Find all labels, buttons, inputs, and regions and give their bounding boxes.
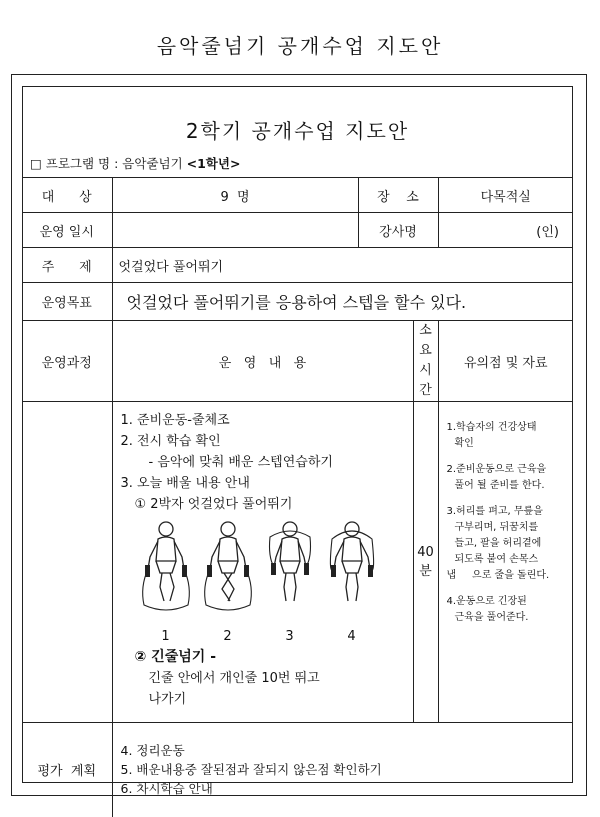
goal-label: 운영목표 (22, 283, 112, 321)
content-line-1: 1. 준비운동-줄체조 (120, 413, 230, 428)
place-label: 장 소 (358, 178, 438, 213)
note-3c: 들고, 팔을 허리곁에 (454, 538, 542, 549)
evaluation-line-1: 4. 정리운동 (120, 743, 185, 759)
evaluation-cell (112, 723, 573, 817)
note-3a: 3.허리를 펴고, 무릎을 (446, 506, 543, 517)
notes-header: 유의점 및 자료 (438, 321, 573, 402)
jump-figure-1 (135, 517, 197, 624)
time-value: 40분 (413, 402, 438, 723)
content-cell (112, 402, 413, 723)
note-2a: 2.준비운동으로 근육을 (446, 464, 547, 475)
content-line-8: 나가기 (148, 692, 187, 707)
jump-rope-figure-icon (322, 517, 382, 617)
note-2b: 풀어 될 준비를 한다. (454, 480, 545, 491)
program-grade: <1학년> (186, 156, 241, 171)
note-3b: 구부리며, 뒤꿈치를 (454, 522, 539, 533)
teacher-label: 강사명 (358, 213, 438, 248)
topic-label: 주 제 (22, 248, 112, 283)
note-1a: 1.학습자의 건강상태 (446, 422, 537, 433)
figure-number-2: 2 (223, 629, 232, 644)
content-line-4: 3. 오늘 배울 내용 안내 (120, 476, 250, 491)
note-1b: 확인 (454, 438, 474, 449)
jump-rope-figures (121, 517, 413, 624)
evaluation-line-3: 6. 차시학습 안내 (120, 781, 213, 797)
notes-cell (438, 402, 573, 723)
evaluation-label: 평가 계획 (22, 723, 112, 817)
time-header (413, 321, 438, 402)
content-line-3: - 음악에 맞춰 배운 스텝연습하기 (148, 455, 333, 470)
figure-number-1: 1 (161, 629, 170, 644)
note-4b: 근육을 풀어준다. (454, 612, 529, 623)
note-3e: 냅 으로 줄을 돌린다. (446, 570, 550, 581)
place-value: 다목적실 (438, 178, 573, 213)
content-line-2: 2. 전시 학습 확인 (120, 434, 221, 449)
process-cell (22, 402, 112, 723)
date-value (112, 213, 358, 248)
evaluation-line-2: 5. 배운내용중 잘된점과 잘되지 않은점 확인하기 (120, 762, 382, 778)
jump-figure-4 (321, 517, 383, 624)
process-header: 운영과정 (22, 321, 112, 402)
program-name (30, 154, 240, 172)
jump-rope-figure-icon (136, 517, 196, 617)
content-header: 운 영 내 용 (112, 321, 413, 402)
program-prefix: □ 프로그램 명 : 음악줄넘기 (30, 156, 187, 171)
jump-rope-figure-icon (260, 517, 320, 617)
note-3d: 되도록 붙여 손목스 (454, 554, 539, 565)
time-header-line1: 소요 (419, 323, 432, 358)
content-line-7: 긴줄 안에서 개인줄 10번 뛰고 (148, 671, 320, 686)
content-line-6: ② 긴줄넘기 - (134, 649, 217, 665)
figure-number-4: 4 (347, 629, 356, 644)
count-value: 9 명 (112, 178, 358, 213)
note-4a: 4.운동으로 긴장된 (446, 596, 527, 607)
teacher-value: (인) (438, 213, 573, 248)
count-label: 대 상 (22, 178, 112, 213)
jump-figure-2 (197, 517, 259, 624)
time-header-line2: 시간 (419, 363, 432, 398)
plan-title: 2학기 공개수업 지도안 (185, 119, 410, 143)
jump-figure-3 (259, 517, 321, 624)
date-label: 운영 일시 (22, 213, 112, 248)
goal-value: 엇걸었다 풀어뛰기를 응용하여 스텝을 할수 있다. (112, 283, 573, 321)
page-title: 음악줄넘기 공개수업 지도안 (156, 34, 444, 58)
figure-number-3: 3 (285, 629, 294, 644)
figure-numbers (121, 626, 413, 647)
plan-table (22, 177, 573, 817)
topic-value: 엇걸었다 풀어뛰기 (112, 248, 573, 283)
content-line-5: ① 2박자 엇걸었다 풀어뛰기 (134, 497, 293, 512)
jump-rope-figure-icon (198, 517, 258, 617)
